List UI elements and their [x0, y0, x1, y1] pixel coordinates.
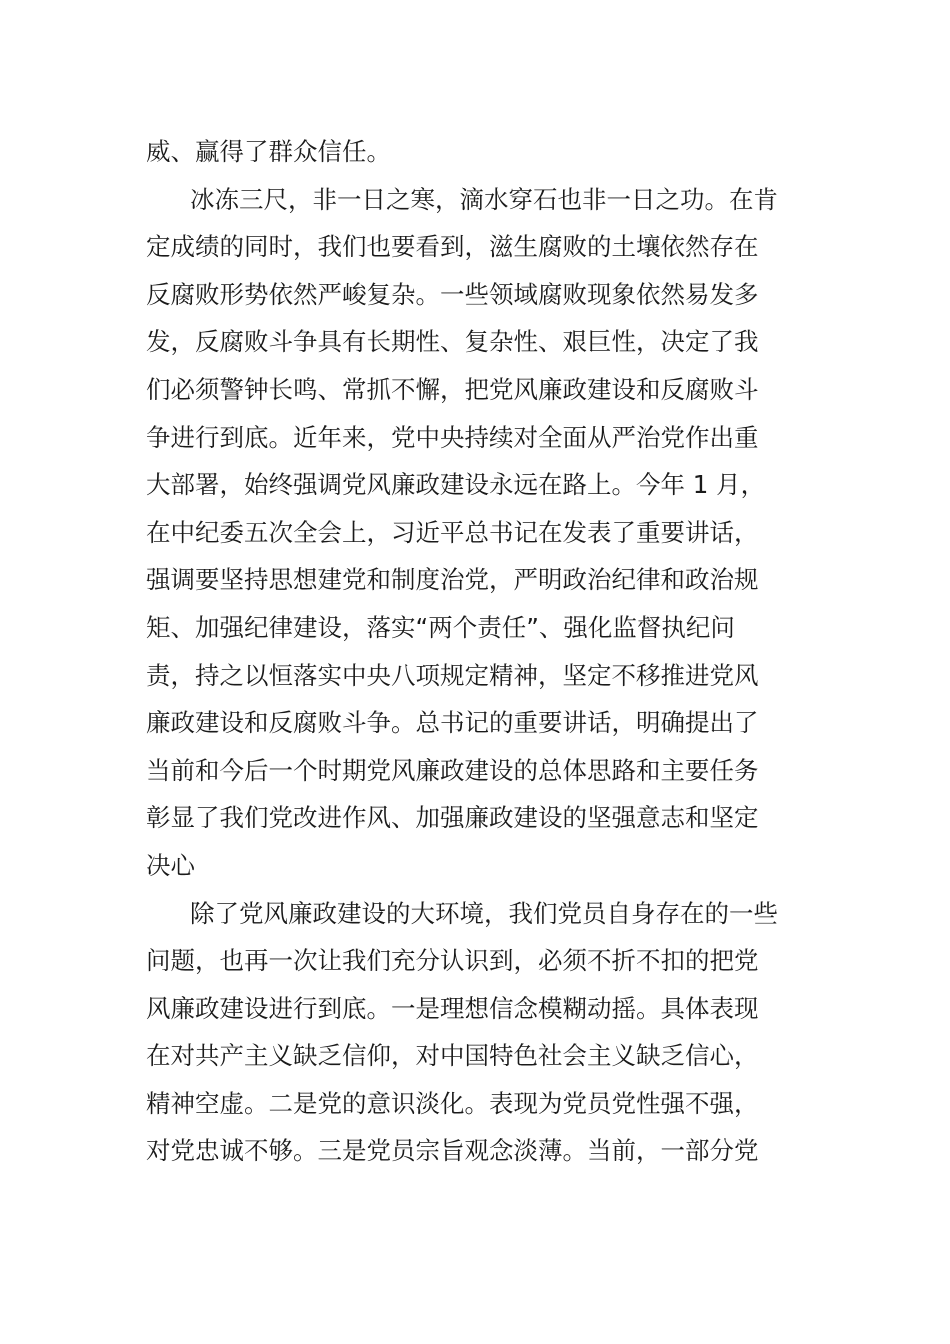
text-line: 定成绩的同时，我们也要看到，滋生腐败的土壤依然存在 [146, 232, 759, 262]
text-line: 在中纪委五次全会上，习近平总书记在发表了重要讲话， [146, 517, 759, 547]
text-line: 大部署，始终强调党风廉政建设永远在路上。今年 1 月， [146, 470, 766, 500]
paragraph-3 [146, 890, 816, 1176]
text-line: 在对共产主义缺乏信仰，对中国特色社会主义缺乏信心， [146, 1041, 759, 1071]
text-line: 问题，也再一次让我们充分认识到，必须不折不扣的把党 [146, 946, 759, 976]
text-line: 廉政建设和反腐败斗争。总书记的重要讲话，明确提出了 [146, 708, 759, 738]
text-line: 当前和今后一个时期党风廉政建设的总体思路和主要任务 [146, 755, 759, 785]
paragraph-1 [146, 128, 816, 176]
text-line: 决心 [146, 850, 195, 880]
text-line: 冰冻三尺，非一日之寒，滴水穿石也非一日之功。在肯 [190, 184, 778, 214]
text-line: 矩、加强纪律建设，落实“两个责任”、强化监督执纪问 [146, 612, 735, 642]
text-line: 精神空虚。二是党的意识淡化。表现为党员党性强不强， [146, 1088, 759, 1118]
text-line: 威、赢得了群众信任。 [146, 137, 391, 166]
text-line: 风廉政建设进行到底。一是理想信念模糊动摇。具体表现 [146, 993, 759, 1023]
text-line: 发，反腐败斗争具有长期性、复杂性、艰巨性，决定了我 [146, 327, 759, 357]
text-line: 反腐败形势依然严峻复杂。一些领域腐败现象依然易发多 [146, 279, 759, 309]
text-line: 除了党风廉政建设的大环境，我们党员自身存在的一些 [190, 898, 778, 928]
text-line: 强调要坚持思想建党和制度治党，严明政治纪律和政治规 [146, 565, 759, 595]
body-text [146, 128, 816, 1175]
text-line: 们必须警钟长鸣、常抓不懈，把党风廉政建设和反腐败斗 [146, 374, 759, 404]
text-line: 责，持之以恒落实中央八项规定精神，坚定不移推进党风 [146, 660, 759, 690]
text-line: 对党忠诚不够。三是党员宗旨观念淡薄。当前，一部分党 [146, 1136, 759, 1166]
text-line: 彰显了我们党改进作风、加强廉政建设的坚强意志和坚定 [146, 803, 759, 833]
text-line: 争进行到底。近年来，党中央持续对全面从严治党作出重 [146, 422, 759, 452]
paragraph-2 [146, 176, 816, 890]
